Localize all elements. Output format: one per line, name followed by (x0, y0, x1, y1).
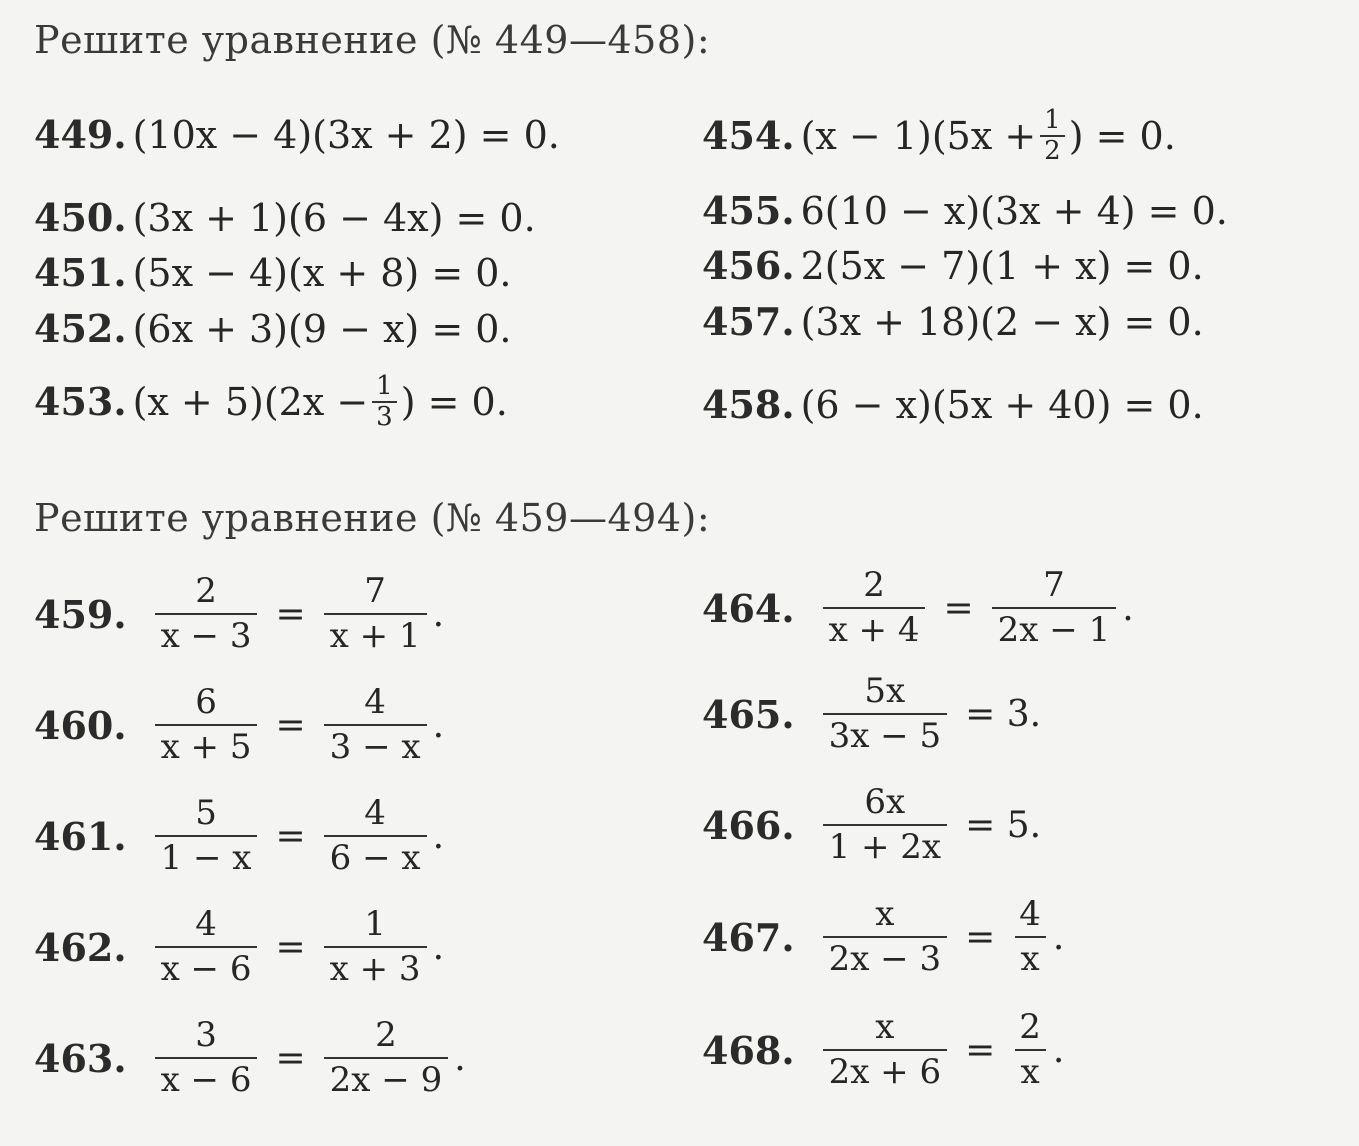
fraction-numerator: 7 (1043, 565, 1065, 605)
fraction (372, 372, 397, 431)
problem-number: 468. (702, 1027, 795, 1073)
fraction-numerator: 6x (864, 782, 906, 822)
problem-number: 461. (34, 813, 127, 859)
problem-462 (34, 905, 444, 989)
problem-number: 465. (702, 691, 795, 737)
problem-number: 467. (702, 914, 795, 960)
left-fraction (823, 566, 926, 650)
equals-sign: = (965, 916, 996, 958)
problem-458 (702, 382, 1204, 427)
problem-number: 463. (34, 1035, 127, 1081)
period: . (432, 593, 445, 635)
fraction-denominator: x + 3 (324, 946, 427, 989)
left-fraction (823, 1008, 948, 1092)
fraction-denominator: 2x − 9 (324, 1057, 449, 1100)
fraction-numerator: 4 (1019, 894, 1041, 934)
problem-464 (702, 566, 1134, 650)
problem-number: 458. (702, 382, 795, 427)
problem-451 (34, 250, 512, 295)
problem-466 (702, 783, 1059, 867)
fraction-denominator: x − 3 (155, 613, 258, 656)
problem-459 (34, 572, 444, 656)
problem-456 (702, 243, 1204, 288)
fraction-numerator: x (875, 894, 895, 934)
fraction (1040, 106, 1065, 165)
fraction-numerator: 6 (195, 682, 217, 722)
fraction-denominator: 1 + 2x (823, 824, 948, 867)
fraction-denominator: 2 (1044, 135, 1061, 166)
problem-number: 459. (34, 591, 127, 637)
fraction-numerator: 1 (372, 372, 397, 403)
fraction-denominator: 1 − x (155, 835, 258, 878)
problem-number: 466. (702, 802, 795, 848)
period: . (454, 1037, 466, 1079)
problem-number: 457. (702, 299, 795, 344)
period: . (432, 704, 445, 746)
fraction-denominator: 2x − 3 (823, 936, 948, 979)
equation: 2(5x − 7)(1 + x) = 0. (800, 243, 1204, 288)
equals-sign: = (275, 1037, 306, 1079)
problem-453 (34, 372, 508, 431)
equation: (10x − 4)(3x + 2) = 0. (132, 112, 560, 157)
fraction-numerator: 4 (364, 793, 386, 833)
problem-number: 460. (34, 702, 127, 748)
problem-452 (34, 306, 512, 351)
fraction-denominator: x + 5 (155, 724, 258, 767)
problem-467 (702, 895, 1064, 979)
equals-sign: = (965, 1029, 996, 1071)
right-fraction (1013, 895, 1047, 979)
problem-463 (34, 1016, 466, 1100)
fraction-numerator: 3 (195, 1015, 217, 1055)
fraction-numerator: x (875, 1007, 895, 1047)
fraction-numerator: 4 (364, 682, 386, 722)
right-fraction (324, 1016, 449, 1100)
equation: (6x + 3)(9 − x) = 0. (132, 306, 512, 351)
fraction-numerator: 5x (864, 671, 906, 711)
equals-sign: = (943, 587, 974, 629)
right-hand-side: = 3. (965, 693, 1042, 735)
left-fraction (155, 905, 258, 989)
equation: (3x + 18)(2 − x) = 0. (800, 299, 1204, 344)
problem-461 (34, 794, 444, 878)
equals-sign: = (275, 815, 306, 857)
left-fraction (155, 1016, 258, 1100)
right-hand-side: = 5. (965, 804, 1042, 846)
problem-number: 462. (34, 924, 127, 970)
problem-457 (702, 299, 1204, 344)
problem-465 (702, 672, 1059, 756)
problem-450 (34, 195, 536, 240)
left-fraction (155, 794, 258, 878)
fraction-denominator: 6 − x (324, 835, 427, 878)
equation-start: (x − 1)(5x + (800, 113, 1037, 158)
fraction-numerator: 2 (375, 1015, 397, 1055)
period: . (1122, 587, 1134, 629)
problem-number: 456. (702, 243, 795, 288)
problem-454 (702, 106, 1176, 165)
fraction-denominator: x − 6 (155, 1057, 258, 1100)
problem-number: 450. (34, 195, 127, 240)
left-fraction (823, 672, 948, 756)
problem-number: 452. (34, 306, 127, 351)
section-heading-449-458: Решите уравнение (№ 449—458): (34, 18, 711, 62)
right-fraction (1013, 1008, 1047, 1092)
right-fraction (324, 683, 427, 767)
right-fraction (992, 566, 1117, 650)
equation: (3x + 1)(6 − 4x) = 0. (132, 195, 536, 240)
fraction-denominator: x (1015, 936, 1046, 979)
right-fraction (324, 794, 427, 878)
problem-number: 454. (702, 113, 795, 159)
problem-455 (702, 188, 1228, 233)
period: . (1052, 1029, 1065, 1071)
fraction-denominator: 2x + 6 (823, 1049, 948, 1092)
fraction-denominator: x − 6 (155, 946, 258, 989)
fraction-denominator: 3x − 5 (823, 713, 948, 756)
equals-sign: = (275, 704, 306, 746)
period: . (432, 926, 445, 968)
left-fraction (823, 895, 948, 979)
equation: 6(10 − x)(3x + 4) = 0. (800, 188, 1228, 233)
problem-460 (34, 683, 444, 767)
problem-number: 455. (702, 188, 795, 233)
equation: (5x − 4)(x + 8) = 0. (132, 250, 512, 295)
problem-468 (702, 1008, 1064, 1092)
equation: (6 − x)(5x + 40) = 0. (800, 382, 1204, 427)
fraction-denominator: 3 (376, 401, 393, 432)
fraction-numerator: 1 (364, 904, 386, 944)
left-fraction (155, 683, 258, 767)
equation-end: ) = 0. (1068, 113, 1176, 158)
right-fraction (324, 905, 427, 989)
left-fraction (823, 783, 948, 867)
problem-number: 453. (34, 379, 127, 425)
fraction-denominator: 3 − x (324, 724, 427, 767)
section-heading-459-494: Решите уравнение (№ 459—494): (34, 496, 711, 540)
fraction-denominator: 2x − 1 (992, 607, 1117, 650)
fraction-denominator: x (1015, 1049, 1046, 1092)
fraction-numerator: 7 (364, 571, 386, 611)
period: . (432, 815, 445, 857)
fraction-numerator: 2 (195, 571, 217, 611)
problem-number: 451. (34, 250, 127, 295)
fraction-denominator: x + 4 (823, 607, 926, 650)
left-fraction (155, 572, 258, 656)
fraction-numerator: 2 (863, 565, 885, 605)
equation-start: (x + 5)(2x − (132, 379, 369, 424)
right-fraction (324, 572, 427, 656)
period: . (1052, 916, 1065, 958)
fraction-numerator: 5 (195, 793, 217, 833)
fraction-numerator: 4 (195, 904, 217, 944)
equals-sign: = (275, 926, 306, 968)
problem-449 (34, 112, 560, 157)
fraction-numerator: 1 (1040, 106, 1065, 137)
fraction-numerator: 2 (1019, 1007, 1041, 1047)
equals-sign: = (275, 593, 306, 635)
problem-number: 449. (34, 112, 127, 157)
equation-end: ) = 0. (400, 379, 508, 424)
fraction-denominator: x + 1 (324, 613, 427, 656)
problem-number: 464. (702, 585, 795, 631)
